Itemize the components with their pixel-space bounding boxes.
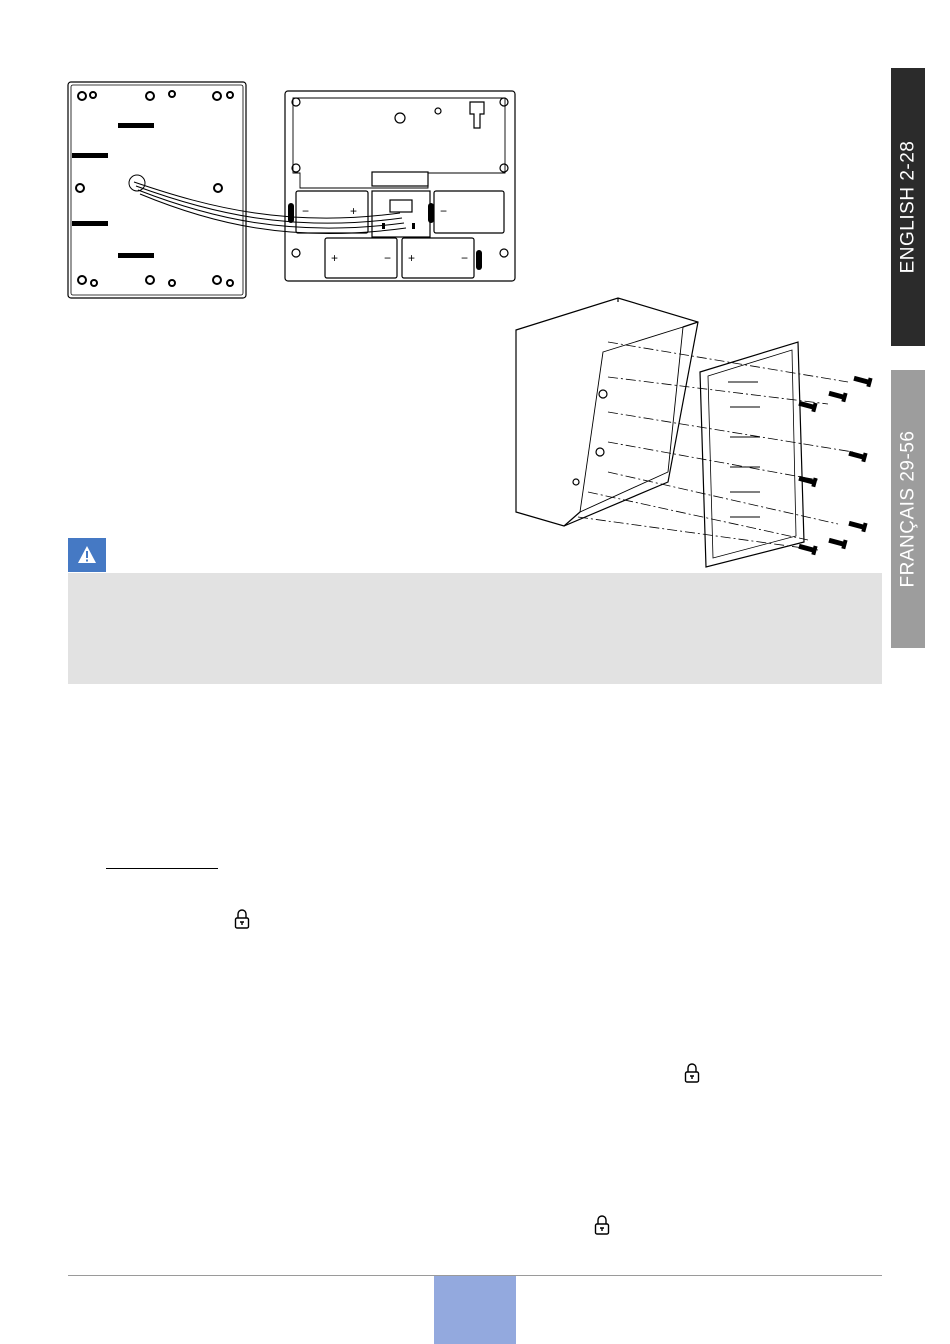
warning-icon-badge [68, 538, 106, 572]
tab-english-label: ENGLISH 2-28 [897, 140, 919, 274]
tab-french-label: FRANÇAIS 29-56 [897, 430, 919, 588]
cable [134, 182, 406, 234]
padlock-icon [233, 908, 251, 930]
battery-plus-label: + [350, 204, 358, 218]
page-number-tab [434, 1276, 516, 1344]
battery-minus-label: − [461, 251, 469, 265]
battery-minus-label: − [440, 204, 448, 218]
battery-minus-label: − [384, 251, 392, 265]
housing-assembly-diagram [508, 292, 890, 577]
heading-underline [106, 868, 218, 869]
battery-plus-label: + [331, 251, 339, 265]
warning-triangle-icon [68, 538, 106, 572]
battery-wiring-diagram [60, 78, 530, 308]
tab-french[interactable] [891, 370, 925, 648]
battery-plus-label: + [408, 251, 416, 265]
warning-box [68, 573, 882, 684]
tab-english[interactable] [891, 68, 925, 346]
battery-minus-label: − [302, 204, 310, 218]
padlock-icon [593, 1214, 611, 1236]
padlock-icon [683, 1062, 701, 1084]
